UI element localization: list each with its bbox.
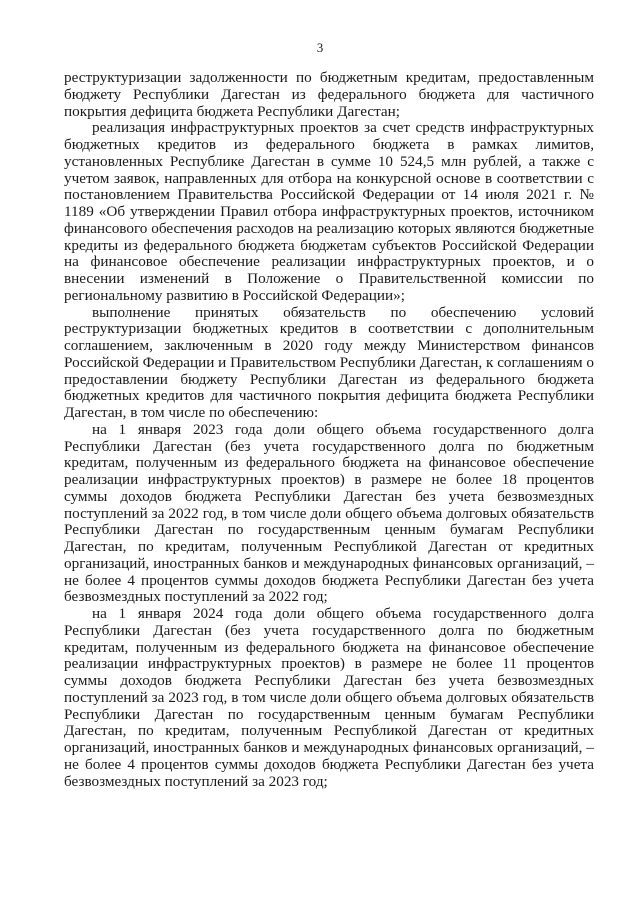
page-number: 3 [316, 40, 324, 55]
paragraph-debt-limit-2023: на 1 января 2023 года доли общего объема государственного долга Республики Дагестан (без учета государственного долга по бюджетным кредитам, полученным из федерального бюджета на финансовое обеспечение реализации инфраструктурных проектов) в размере не более 18 процентов суммы доходов бюджета Республики Дагестан без учета безвозмездных поступлений за 2022 год, в том числе доли общего объема долговых обязательств Республики Дагестан по государственным ценным бумагам Республики Дагестан, по кредитам, полученным Республикой Дагестан от кредитных организаций, иностранных банков и международных финансовых организаций, – не более 4 процентов суммы доходов бюджета Республики Дагестан без учета безвозмездных поступлений за 2022 год; [64, 420, 594, 606]
paragraph-infrastructure-projects: реализация инфраструктурных проектов за счет средств инфраструктурных бюджетных кредитов из федерального бюджета в рамках лимитов, установленных Республике Дагестан в сумме 10 524,5 млн рублей, а также с учетом заявок, направленных для отбора на конкурсной основе в соответствии с постановлением Правительства Российской Федерации от 14 июля 2021 г. № 1189 «Об утверждении Правил отбора инфраструктурных проектов, источником финансового обеспечения расходов на реализацию которых являются бюджетные кредиты из федерального бюджета бюджетам субъектов Российской Федерации на финансовое обеспечение реализации инфраструктурных проектов, и о внесении изменений в Положение о Правительственной комиссии по региональному развитию в Российской Федерации»; [64, 119, 594, 304]
document-body [64, 70, 594, 790]
paragraph-debt-limit-2024: на 1 января 2024 года доли общего объема государственного долга Республики Дагестан (без учета государственного долга по бюджетным кредитам, полученным из федерального бюджета на финансовое обеспечение реализации инфраструктурных проектов) в размере не более 11 процентов суммы доходов бюджета Республики Дагестан без учета безвозмездных поступлений за 2023 год, в том числе доли общего объема долговых обязательств Республики Дагестан по государственным ценным бумагам Республики Дагестан, по кредитам, полученным Республикой Дагестан от кредитных организаций, иностранных банков и международных финансовых организаций, – не более 4 процентов суммы доходов бюджета Республики Дагестан без учета безвозмездных поступлений за 2023 год; [64, 605, 594, 790]
paragraph-obligations: выполнение принятых обязательств по обеспечению условий реструктуризации бюджетных кредитов в соответствии с дополнительным соглашением, заключенным в 2020 году между Министерством финансов Российской Федерации и Правительством Республики Дагестан, к соглашениям о предоставлении бюджету Республики Дагестан из федерального бюджета бюджетных кредитов для частичного покрытия дефицита бюджета Республики Дагестан, в том числе по обеспечению: [64, 303, 594, 421]
paragraph-debt-restructuring: реструктуризации задолженности по бюджетным кредитам, предоставленным бюджету Республики Дагестан из федерального бюджета для частичного покрытия дефицита бюджета Республики Дагестан; [64, 69, 594, 120]
